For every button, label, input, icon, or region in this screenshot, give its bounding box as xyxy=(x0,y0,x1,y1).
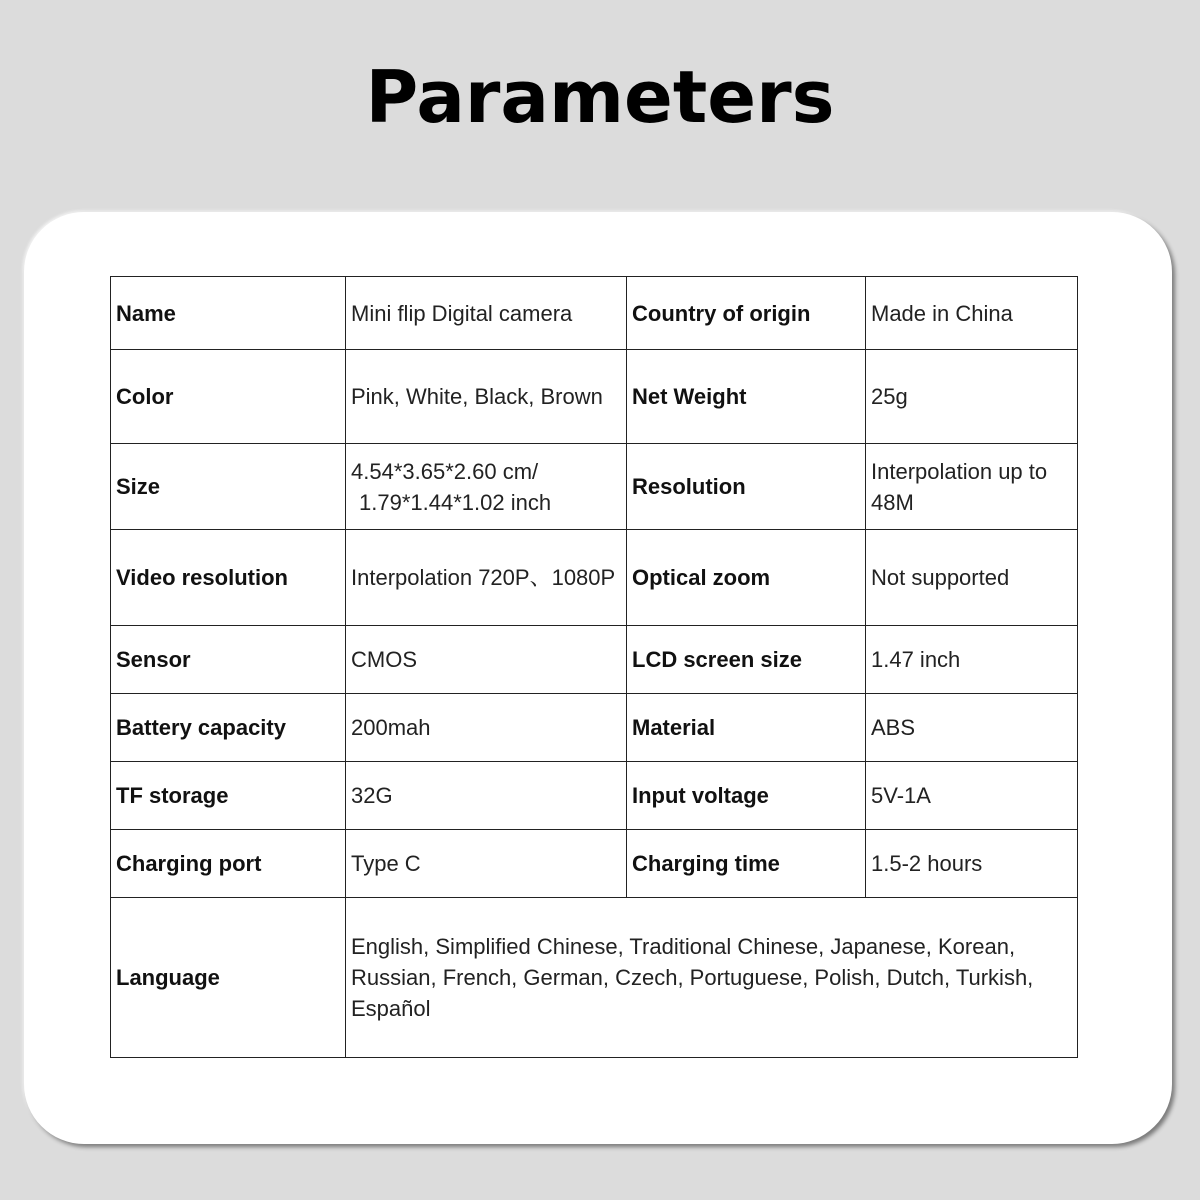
param-label-battery-capacity: Battery capacity xyxy=(111,694,346,762)
param-value-sensor: CMOS xyxy=(346,626,627,694)
param-label-name: Name xyxy=(111,277,346,350)
table-row xyxy=(111,898,1078,1058)
table-row xyxy=(111,350,1078,444)
param-label-lcd-screen-size: LCD screen size xyxy=(627,626,866,694)
param-value-video-resolution: Interpolation 720P、1080P xyxy=(346,530,627,626)
param-label-size: Size xyxy=(111,444,346,530)
param-value-tf-storage: 32G xyxy=(346,762,627,830)
param-value-language: English, Simplified Chinese, Traditional Chinese, Japanese, Korean, Russian, French, German, Czech, Portuguese, Polish, Dutch, Turkish, Español xyxy=(346,898,1078,1058)
param-value-size-inch: 1.79*1.44*1.02 inch xyxy=(359,489,552,515)
param-value-name: Mini flip Digital camera xyxy=(346,277,627,350)
table-row xyxy=(111,830,1078,898)
param-label-net-weight: Net Weight xyxy=(627,350,866,444)
param-value-input-voltage: 5V-1A xyxy=(866,762,1078,830)
param-value-material: ABS xyxy=(866,694,1078,762)
param-label-country-of-origin: Country of origin xyxy=(627,277,866,350)
param-value-color: Pink, White, Black, Brown xyxy=(346,350,627,444)
parameters-table xyxy=(110,276,1078,1058)
param-value-lcd-screen-size: 1.47 inch xyxy=(866,626,1078,694)
table-row xyxy=(111,694,1078,762)
param-value-resolution: Interpolation up to 48M xyxy=(866,444,1078,530)
param-label-input-voltage: Input voltage xyxy=(627,762,866,830)
param-value-size-cm: 4.54*3.65*2.60 cm/ xyxy=(351,458,539,484)
param-label-material: Material xyxy=(627,694,866,762)
table-row xyxy=(111,530,1078,626)
param-label-color: Color xyxy=(111,350,346,444)
param-value-battery-capacity: 200mah xyxy=(346,694,627,762)
param-label-video-resolution: Video resolution xyxy=(111,530,346,626)
param-label-language: Language xyxy=(111,898,346,1058)
param-value-charging-time: 1.5-2 hours xyxy=(866,830,1078,898)
param-label-optical-zoom: Optical zoom xyxy=(627,530,866,626)
param-value-charging-port: Type C xyxy=(346,830,627,898)
param-value-country-of-origin: Made in China xyxy=(866,277,1078,350)
param-label-resolution: Resolution xyxy=(627,444,866,530)
page-title: Parameters xyxy=(365,55,835,139)
param-label-tf-storage: TF storage xyxy=(111,762,346,830)
param-label-charging-port: Charging port xyxy=(111,830,346,898)
table-row xyxy=(111,626,1078,694)
param-value-net-weight: 25g xyxy=(866,350,1078,444)
table-row xyxy=(111,762,1078,830)
param-label-charging-time: Charging time xyxy=(627,830,866,898)
param-label-sensor: Sensor xyxy=(111,626,346,694)
param-value-optical-zoom: Not supported xyxy=(866,530,1078,626)
table-row xyxy=(111,444,1078,530)
table-row xyxy=(111,277,1078,350)
param-value-size xyxy=(346,444,627,530)
